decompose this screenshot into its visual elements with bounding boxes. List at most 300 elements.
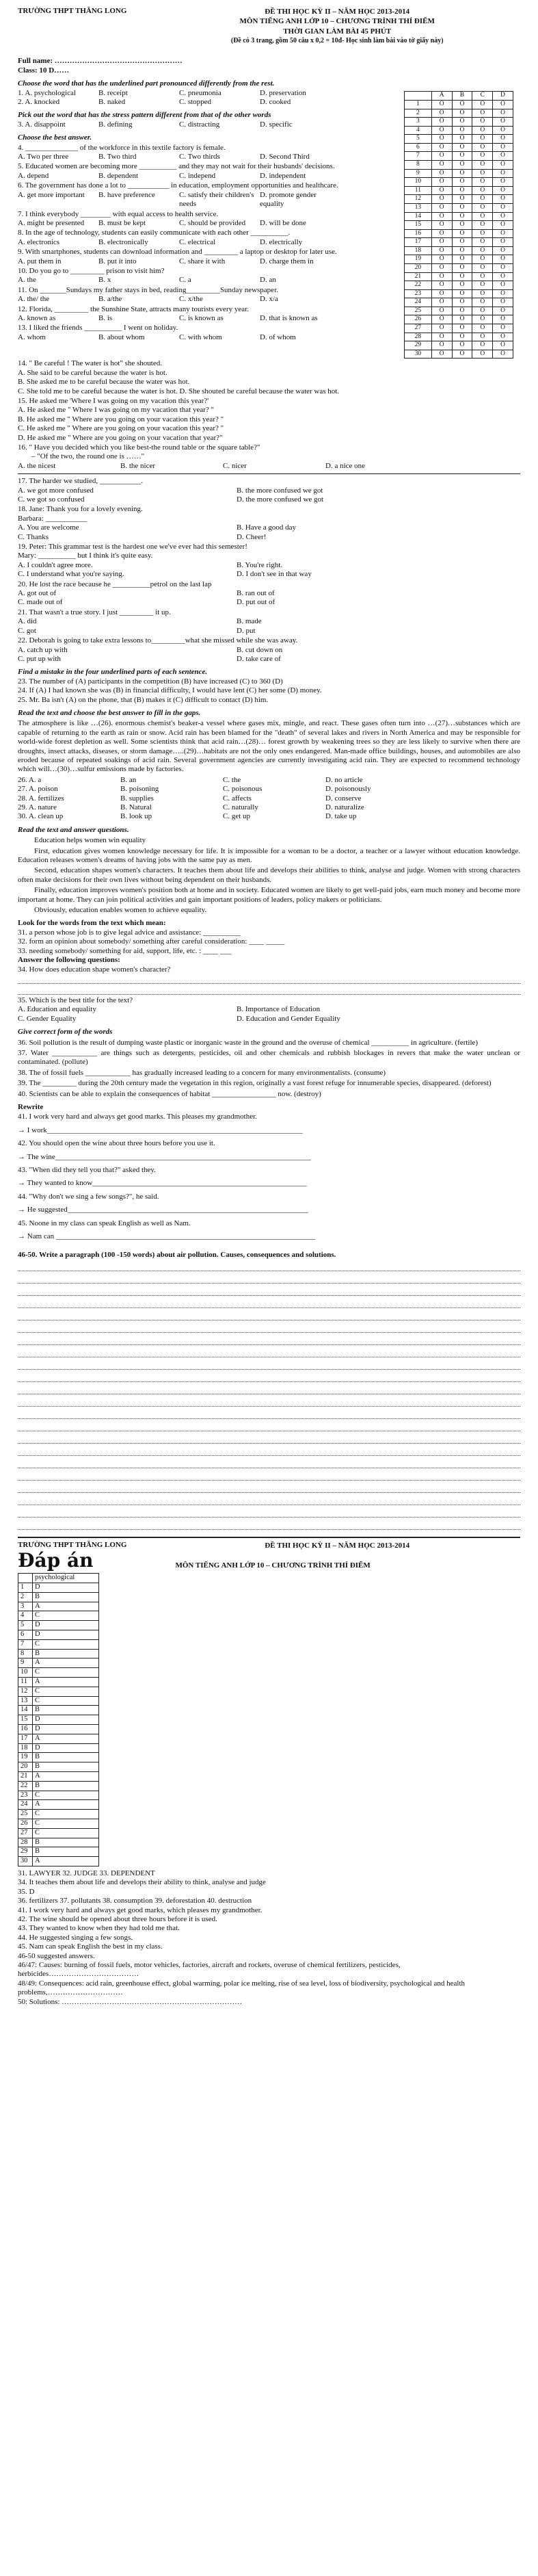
option-row [18, 495, 520, 504]
grid-bubble[interactable]: O [472, 333, 493, 341]
grid-row-number: 23 [405, 289, 432, 298]
option[interactable]: B. must be kept [98, 218, 146, 227]
option[interactable]: B. Two third [98, 153, 137, 161]
question-31[interactable]: 31. a person whose job is to give legal advice and assistance: __________ [18, 928, 241, 937]
grid-bubble[interactable]: O [452, 100, 472, 109]
grid-bubble[interactable]: O [452, 341, 472, 350]
grid-bubble[interactable]: O [431, 255, 452, 264]
q16-b[interactable]: B. the nicer [120, 461, 156, 470]
grid-bubble[interactable]: O [493, 333, 513, 341]
grid-bubble[interactable]: O [452, 255, 472, 264]
grid-bubble[interactable]: O [431, 333, 452, 341]
option[interactable]: A. did [18, 617, 37, 626]
grid-bubble[interactable]: O [431, 315, 452, 324]
grid-bubble[interactable]: O [493, 246, 513, 255]
option[interactable]: A. known as [18, 313, 56, 322]
grid-bubble[interactable]: O [452, 246, 472, 255]
grid-bubble[interactable]: O [472, 161, 493, 170]
grid-bubble[interactable]: O [472, 263, 493, 272]
grid-bubble[interactable]: O [472, 203, 493, 212]
grid-bubble[interactable]: O [493, 298, 513, 307]
grid-bubble[interactable]: O [493, 263, 513, 272]
question-33[interactable]: 33. needing somebody/ something for aid, support, life, etc. : ____ ___ [18, 946, 232, 955]
rewrite-answer-line[interactable]: → I work____________________________________________________________________ [18, 1126, 303, 1134]
grid-bubble[interactable]: O [472, 281, 493, 290]
rewrite-answer-line[interactable]: → Nam can _____________________________________________________________________ [18, 1232, 316, 1241]
q1-b[interactable]: B. receipt [98, 88, 128, 97]
q15-d[interactable]: D. He asked me " Where are you going on your vacation that year?" [18, 433, 223, 442]
option[interactable]: C. the [223, 775, 241, 784]
grid-bubble[interactable]: O [493, 186, 513, 195]
grid-bubble[interactable]: O [472, 118, 493, 127]
option[interactable]: D. will be done [260, 218, 306, 227]
question-34: 34. How does education shape women's character? [18, 965, 171, 974]
option[interactable]: B. put it into [98, 257, 137, 265]
option[interactable]: D. naturalize [325, 803, 364, 812]
grid-bubble[interactable]: O [472, 341, 493, 350]
writing-line[interactable] [18, 1482, 520, 1493]
option[interactable]: A. got out of [18, 589, 57, 598]
option[interactable]: C. affects [223, 794, 252, 803]
grid-bubble[interactable]: O [493, 212, 513, 221]
option[interactable]: C. x/the [179, 295, 203, 304]
grid-bubble[interactable]: O [472, 315, 493, 324]
grid-bubble[interactable]: O [472, 195, 493, 204]
q2-c[interactable]: C. stopped [179, 98, 212, 107]
grid-bubble[interactable]: O [472, 272, 493, 281]
grid-bubble[interactable]: O [431, 186, 452, 195]
q3-d[interactable]: D. specific [260, 120, 293, 129]
grid-bubble[interactable]: O [493, 143, 513, 152]
option[interactable]: A. Two per three [18, 153, 69, 161]
option[interactable]: A. You are welcome [18, 523, 79, 532]
grid-bubble[interactable]: O [472, 143, 493, 152]
grid-bubble[interactable]: O [452, 152, 472, 161]
option[interactable]: D. Second Third [260, 153, 310, 161]
option[interactable]: B. electronically [98, 237, 148, 246]
option[interactable]: B. cut down on [237, 645, 283, 654]
grid-bubble[interactable]: O [431, 161, 452, 170]
grid-bubble[interactable]: O [493, 109, 513, 118]
grid-bubble[interactable]: O [472, 350, 493, 359]
option[interactable]: D. conserve [325, 794, 362, 803]
option[interactable]: C. Thanks [18, 532, 49, 541]
grid-bubble[interactable]: O [452, 315, 472, 324]
grid-bubble[interactable]: O [431, 169, 452, 178]
stress-title: Pick out the word that has the stress pattern different from that of the other words [18, 111, 271, 120]
option[interactable]: C. put up with [18, 654, 61, 663]
key-number: 26 [18, 1819, 33, 1828]
q16-c[interactable]: C. nicer [223, 461, 247, 470]
grid-bubble[interactable]: O [452, 195, 472, 204]
option[interactable]: D. take care of [237, 654, 281, 663]
writing-line[interactable] [18, 1346, 520, 1357]
option-row [18, 589, 520, 598]
rewrite-answer-line[interactable]: → He suggested________________________________________________________________ [18, 1206, 308, 1214]
question-25: 25. Mr. Ba isn't (A) on the phone, that (B) makes it (C) difficult to contact (D) him. [18, 695, 269, 704]
grid-bubble[interactable]: O [431, 221, 452, 230]
grid-bubble[interactable]: O [493, 315, 513, 324]
grid-bubble[interactable]: O [431, 126, 452, 135]
option[interactable]: A. depend [18, 171, 49, 180]
grid-bubble[interactable]: O [472, 289, 493, 298]
writing-line[interactable] [18, 1420, 520, 1431]
option[interactable]: B. dependent [98, 171, 139, 180]
grid-bubble[interactable]: O [431, 178, 452, 187]
q2-a[interactable]: 2. A. knocked [18, 98, 60, 107]
option[interactable]: A. whom [18, 333, 46, 341]
writing-line[interactable] [18, 1297, 520, 1308]
key-row [18, 1678, 99, 1687]
option[interactable]: D. electrically [260, 237, 303, 246]
key-row [18, 1574, 99, 1583]
q14-cd[interactable]: C. She told me to be careful because the water is hot. D. She shouted be careful because the water was hot. [18, 387, 340, 395]
grid-bubble[interactable]: O [493, 126, 513, 135]
option[interactable]: B. x [98, 276, 111, 285]
option[interactable]: B. have preference [98, 190, 155, 199]
grid-row-number: 13 [405, 203, 432, 212]
option[interactable]: C. independ [179, 171, 216, 180]
option[interactable]: B. a/the [98, 295, 122, 304]
grid-bubble[interactable]: O [452, 203, 472, 212]
q14-a[interactable]: A. She said to be careful because the water is hot. [18, 368, 167, 377]
grid-bubble[interactable]: O [452, 324, 472, 333]
grid-bubble[interactable]: O [452, 109, 472, 118]
grid-bubble[interactable]: O [452, 229, 472, 238]
grid-bubble[interactable]: O [431, 238, 452, 247]
q3-a[interactable]: 3. A. disappoint [18, 120, 66, 129]
option[interactable]: D. I don't see in that way [237, 570, 312, 579]
grid-bubble[interactable]: O [493, 341, 513, 350]
grid-bubble[interactable]: O [493, 135, 513, 144]
q15-b[interactable]: B. He asked me " Where are you going on your vacation this year? " [18, 415, 224, 424]
grid-bubble[interactable]: O [493, 118, 513, 127]
q35-d[interactable]: D. Education and Gender Equality [237, 1014, 340, 1023]
option[interactable]: D. that is known as [260, 313, 318, 322]
option[interactable]: A. electronics [18, 237, 60, 246]
grid-bubble[interactable]: O [431, 298, 452, 307]
question-1 [18, 89, 399, 98]
grid-bubble[interactable]: O [452, 126, 472, 135]
option[interactable]: A. the [18, 276, 36, 285]
fullname-field[interactable]: Full name: …………………………………………… [18, 57, 183, 66]
grid-bubble[interactable]: O [431, 350, 452, 359]
key-answer: psychological [33, 1574, 99, 1583]
grid-bubble[interactable]: O [452, 221, 472, 230]
option[interactable]: D. no article [325, 775, 363, 784]
option[interactable]: B. Have a good day [237, 523, 297, 532]
grid-bubble[interactable]: O [493, 229, 513, 238]
grid-bubble[interactable]: O [452, 169, 472, 178]
grid-bubble[interactable]: O [452, 161, 472, 170]
grid-bubble[interactable]: O [493, 100, 513, 109]
grid-row-number: 2 [405, 109, 432, 118]
grid-bubble[interactable]: O [472, 246, 493, 255]
grid-bubble[interactable]: O [472, 126, 493, 135]
rewrite-answer-line[interactable]: → They wanted to know_________________________________________________________ [18, 1179, 307, 1188]
writing-lines[interactable] [18, 1260, 520, 1530]
writing-line[interactable] [18, 1470, 520, 1481]
grid-bubble[interactable]: O [493, 255, 513, 264]
option[interactable]: C. got [18, 626, 36, 635]
writing-line[interactable] [18, 1334, 520, 1345]
option[interactable]: B. look up [120, 812, 152, 821]
key-row [18, 1725, 99, 1734]
option[interactable]: B. poisoning [120, 785, 159, 794]
writing-line[interactable] [18, 1310, 520, 1320]
grid-bubble[interactable]: O [452, 350, 472, 359]
grid-bubble[interactable]: O [472, 109, 493, 118]
grid-bubble[interactable]: O [493, 238, 513, 247]
writing-line[interactable] [18, 1383, 520, 1394]
option[interactable]: B. about whom [98, 333, 145, 341]
grid-bubble[interactable]: O [472, 100, 493, 109]
grid-bubble[interactable]: O [452, 272, 472, 281]
q3-b[interactable]: B. defining [98, 120, 133, 129]
writing-line[interactable] [18, 1359, 520, 1370]
grid-bubble[interactable]: O [472, 169, 493, 178]
option[interactable]: C. electrical [179, 237, 216, 246]
grid-bubble[interactable]: O [452, 289, 472, 298]
option[interactable]: C. should be provided [179, 218, 246, 227]
option[interactable]: C. I understand what you're saying. [18, 570, 124, 579]
grid-bubble[interactable]: O [431, 289, 452, 298]
grid-bubble[interactable]: O [472, 221, 493, 230]
grid-bubble[interactable]: O [452, 135, 472, 144]
writing-line[interactable] [18, 1445, 520, 1456]
writing-line[interactable] [18, 1507, 520, 1518]
option[interactable]: C. poisonous [223, 785, 263, 794]
option[interactable]: C. made out of [18, 598, 63, 607]
option[interactable]: D. x/a [260, 295, 278, 304]
grid-bubble[interactable]: O [493, 272, 513, 281]
grid-bubble[interactable]: O [472, 178, 493, 187]
wordform-item[interactable]: 39. The _________ during the 20th century made the vegetation in this region, originally a vast forest refuge for innumerable species, disappeared. (deforest) [18, 1079, 492, 1088]
option[interactable]: D. independent [260, 171, 306, 180]
q14-b[interactable]: B. She asked me to be careful because the water was hot. [18, 378, 190, 387]
grid-bubble[interactable]: O [472, 186, 493, 195]
option[interactable]: C. Two thirds [179, 153, 220, 161]
rewrite-answer-line[interactable]: → The wine____________________________________________________________________ [18, 1152, 311, 1161]
option[interactable]: A. catch up with [18, 645, 68, 654]
option[interactable]: C. satisfy their children's needs [179, 190, 254, 209]
writing-line[interactable] [18, 1322, 520, 1333]
option[interactable]: C. a [179, 276, 191, 285]
q1-a[interactable]: 1. A. psychological [18, 88, 76, 97]
look-title: Look for the words from the text which mean: [18, 919, 166, 928]
key-answer: D [33, 1630, 99, 1640]
wordform-item[interactable]: 38. The of fossil fuels ____________ has gradually increased leading to a concern for many environmentalists. (consume) [18, 1068, 386, 1077]
option[interactable]: A. the/ the [18, 295, 50, 304]
option[interactable]: D. promote gender equality [260, 190, 317, 209]
writing-line[interactable] [18, 1408, 520, 1419]
q1-c[interactable]: C. pneumonia [179, 88, 221, 97]
grid-bubble[interactable]: O [431, 135, 452, 144]
key-number [18, 1574, 33, 1583]
grid-bubble[interactable]: O [472, 212, 493, 221]
writing-line[interactable] [18, 1396, 520, 1407]
grid-bubble[interactable]: O [493, 281, 513, 290]
wordform-item[interactable]: 36. Soil pollution is the result of dumping waste plastic or inorganic waste in the ground and the overuse of chemical __________ in agriculture. (fertile) [18, 1038, 479, 1047]
grid-bubble[interactable]: O [452, 186, 472, 195]
option[interactable]: 27. A. poison [18, 785, 58, 794]
option[interactable]: B. supplies [120, 794, 154, 803]
class-field[interactable]: Class: 10 D…… [18, 66, 70, 75]
q35-b[interactable]: B. Importance of Education [237, 1005, 321, 1014]
grid-bubble[interactable]: O [431, 152, 452, 161]
grid-bubble[interactable]: O [472, 135, 493, 144]
grid-bubble[interactable]: O [493, 324, 513, 333]
grid-bubble[interactable]: O [493, 169, 513, 178]
key-answer: A [33, 1602, 99, 1611]
writing-line[interactable] [18, 1260, 520, 1271]
grid-bubble[interactable]: O [452, 178, 472, 187]
option[interactable]: A. we got more confused [18, 486, 94, 495]
option[interactable]: A. put them in [18, 257, 62, 265]
option[interactable]: D. put [237, 626, 256, 635]
question-stem: 10. Do you go to _________ prison to visit him? [18, 266, 165, 275]
grid-bubble[interactable]: O [493, 178, 513, 187]
grid-bubble[interactable]: O [472, 152, 493, 161]
option-row [18, 627, 520, 636]
option[interactable]: C. share it with [179, 257, 226, 265]
grid-bubble[interactable]: O [431, 109, 452, 118]
option[interactable]: D. Cheer! [237, 532, 267, 541]
grid-bubble[interactable]: O [452, 238, 472, 247]
grid-bubble[interactable]: O [431, 195, 452, 204]
grid-bubble[interactable]: O [431, 100, 452, 109]
question-32[interactable]: 32. form an opinion about somebody/ something after careful consideration: ____ _____ [18, 937, 285, 946]
option[interactable]: C. is known as [179, 313, 224, 322]
q3-c[interactable]: C. distracting [179, 120, 220, 129]
grid-row [405, 255, 513, 264]
grid-bubble[interactable]: O [493, 350, 513, 359]
option[interactable]: B. Natural [120, 803, 152, 812]
option[interactable]: D. poisonously [325, 785, 371, 794]
grid-bubble[interactable]: O [472, 324, 493, 333]
grid-bubble[interactable]: O [431, 143, 452, 152]
grid-bubble[interactable]: O [452, 143, 472, 152]
answer-line-34b[interactable] [18, 985, 520, 995]
grid-bubble[interactable]: O [493, 203, 513, 212]
option[interactable]: B. ran out of [237, 589, 275, 598]
option[interactable]: C. naturally [223, 803, 258, 812]
answer-line-34[interactable] [18, 974, 520, 984]
grid-bubble[interactable]: O [472, 307, 493, 315]
grid-bubble[interactable]: O [452, 281, 472, 290]
option[interactable]: A. might be presented [18, 218, 85, 227]
grid-bubble[interactable]: O [493, 152, 513, 161]
grid-bubble[interactable]: O [431, 203, 452, 212]
writing-line[interactable] [18, 1457, 520, 1468]
writing-line[interactable] [18, 1519, 520, 1530]
grid-bubble[interactable]: O [431, 281, 452, 290]
grid-row [405, 135, 513, 144]
key-answer: A [33, 1658, 99, 1668]
option[interactable]: B. an [120, 775, 137, 784]
writing-line[interactable] [18, 1494, 520, 1505]
option[interactable]: B. is [98, 313, 113, 322]
q2-b[interactable]: B. naked [98, 98, 126, 107]
option[interactable]: A. get more important [18, 190, 85, 199]
option[interactable]: D. charge them in [260, 257, 314, 265]
grid-bubble[interactable]: O [452, 298, 472, 307]
option[interactable]: C. we got so confused [18, 495, 85, 504]
grid-bubble[interactable]: O [452, 333, 472, 341]
q2-d[interactable]: D. cooked [260, 98, 291, 107]
grid-bubble[interactable]: O [472, 238, 493, 247]
wordform-title: Give correct form of the words [18, 1028, 113, 1037]
grid-bubble[interactable]: O [452, 263, 472, 272]
grid-bubble[interactable]: O [431, 229, 452, 238]
option[interactable]: 26. A. a [18, 775, 42, 784]
q15-c[interactable]: C. He asked me " Where are you going on your vacation this year? " [18, 424, 224, 433]
option[interactable]: D. an [260, 276, 276, 285]
option[interactable]: D. take up [325, 812, 357, 821]
option[interactable]: B. the more confused we got [237, 486, 323, 495]
grid-bubble[interactable]: O [452, 212, 472, 221]
grid-bubble[interactable]: O [472, 255, 493, 264]
grid-bubble[interactable]: O [452, 307, 472, 315]
grid-bubble[interactable]: O [431, 324, 452, 333]
q16-options [18, 462, 520, 471]
option[interactable]: A. I couldn't agree more. [18, 560, 93, 569]
rewrite-question: 45. Noone in my class can speak English as well as Nam. [18, 1219, 191, 1227]
grid-bubble[interactable]: O [493, 289, 513, 298]
grid-bubble[interactable]: O [431, 272, 452, 281]
grid-bubble[interactable]: O [431, 263, 452, 272]
option[interactable]: D. of whom [260, 333, 296, 341]
writing-line[interactable] [18, 1285, 520, 1296]
option[interactable]: 29. A. nature [18, 803, 57, 812]
grid-bubble[interactable]: O [431, 212, 452, 221]
grid-bubble[interactable]: O [431, 341, 452, 350]
grid-bubble[interactable]: O [493, 195, 513, 204]
grid-bubble[interactable]: O [431, 246, 452, 255]
q16-d[interactable]: D. a nice one [325, 461, 366, 470]
question-15: 15. He asked me 'Where I was going on my vacation this year?' [18, 396, 209, 405]
grid-bubble[interactable]: O [472, 229, 493, 238]
option[interactable]: D. the more confused we got [237, 495, 324, 504]
grid-bubble[interactable]: O [493, 221, 513, 230]
grid-bubble[interactable]: O [493, 161, 513, 170]
option[interactable]: B. You're right. [237, 560, 283, 569]
option[interactable]: 28. A. fertilizes [18, 794, 64, 803]
option[interactable]: D. put out of [237, 598, 275, 607]
grid-bubble[interactable]: O [452, 118, 472, 127]
option[interactable]: C. with whom [179, 333, 222, 341]
writing-line[interactable] [18, 1371, 520, 1382]
grid-bubble[interactable]: O [493, 307, 513, 315]
option[interactable]: B. made [237, 617, 262, 626]
grid-bubble[interactable]: O [431, 118, 452, 127]
grid-bubble[interactable]: O [431, 307, 452, 315]
option[interactable]: 30. A. clean up [18, 812, 64, 821]
writing-line[interactable] [18, 1433, 520, 1444]
q15-a[interactable]: A. He asked me " Where I was going on my vacation that year? " [18, 406, 215, 415]
wordform-item[interactable]: 40. Scientists can be able to explain the consequences of habitat _________________ now. (destroy) [18, 1089, 321, 1098]
q1-d[interactable]: D. preservation [260, 88, 306, 97]
key-number: 12 [18, 1687, 33, 1696]
option[interactable]: C. get up [223, 812, 251, 821]
q35-a[interactable]: A. Education and equality [18, 1005, 96, 1014]
writing-line[interactable] [18, 1273, 520, 1284]
q16-a[interactable]: A. the nicest [18, 461, 56, 470]
wordform-item[interactable]: 37. Water ____________ are things such as detergents, pesticides, oil and other chemicals and rubbish blockages in revers that make the water unclean or contaminated. (pollute) [18, 1048, 520, 1067]
q35-c[interactable]: C. Gender Equality [18, 1014, 77, 1023]
grid-row-number: 25 [405, 307, 432, 315]
grid-bubble[interactable]: O [472, 298, 493, 307]
